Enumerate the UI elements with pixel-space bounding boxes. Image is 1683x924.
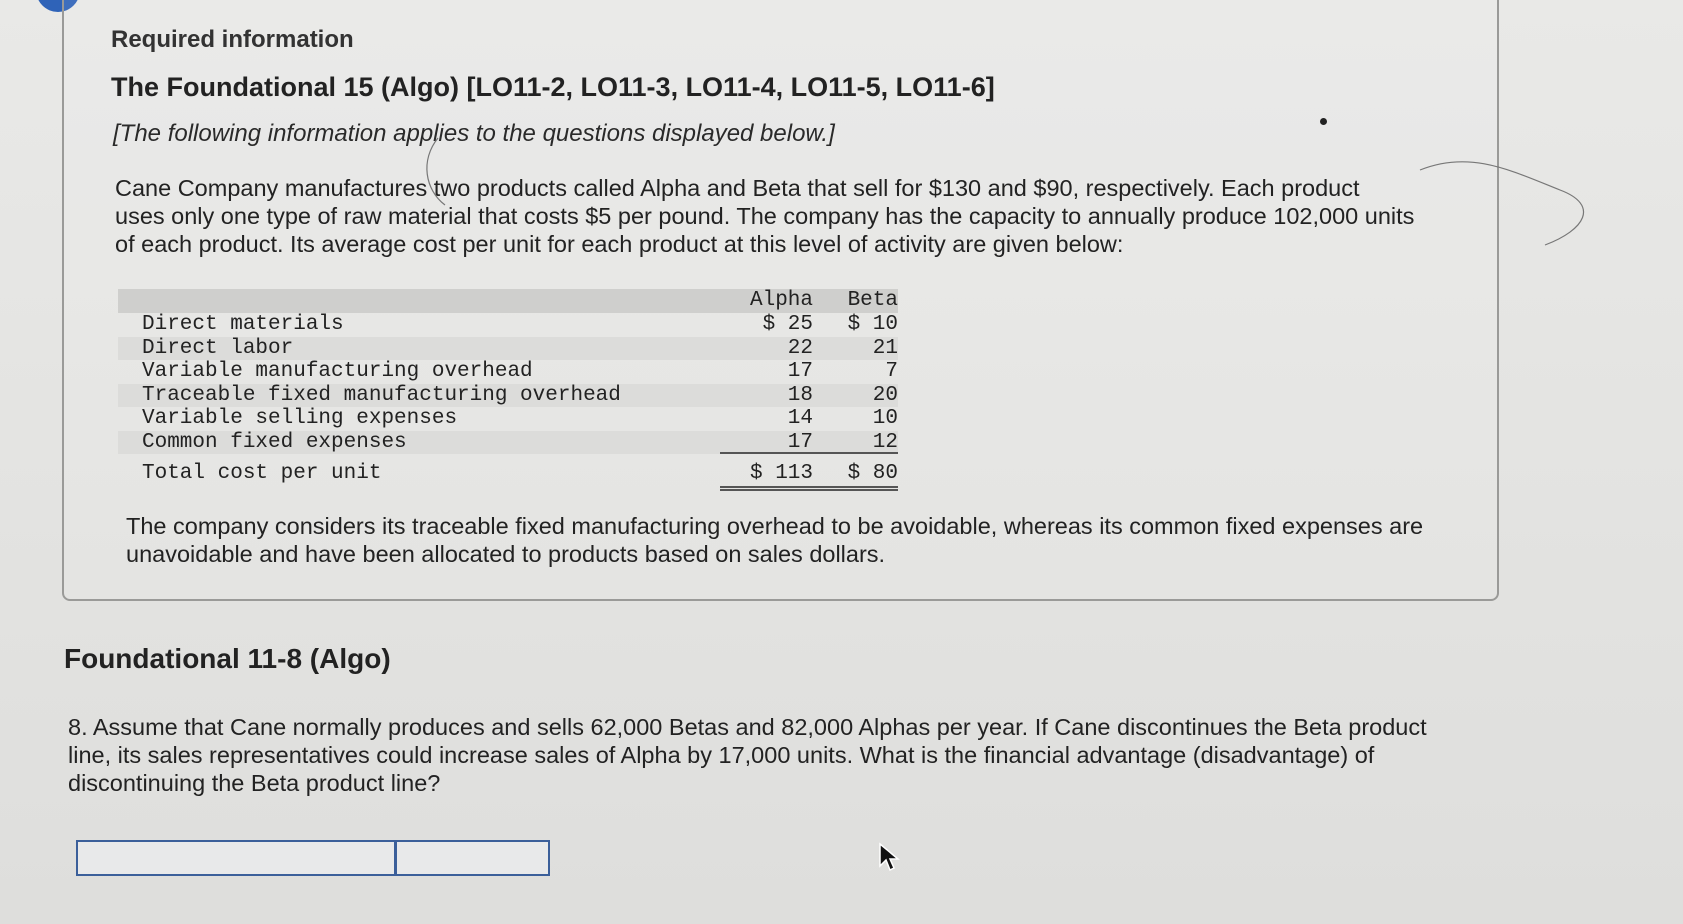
- table-row: [118, 407, 898, 431]
- cost-per-unit-table: [118, 289, 898, 491]
- alpha-value: 14: [787, 407, 813, 430]
- problem-title: The Foundational 15 (Algo) [LO11-2, LO11-3, LO11-4, LO11-5, LO11-6]: [111, 72, 995, 102]
- alpha-value: 17: [787, 430, 813, 454]
- stray-dot-mark: [1320, 118, 1327, 125]
- table-header-alpha: Alpha: [749, 289, 813, 312]
- table-row: [118, 337, 898, 361]
- row-label: Variable selling expenses: [142, 407, 458, 430]
- row-label: Direct materials: [142, 313, 344, 336]
- total-label: Total cost per unit: [142, 462, 382, 485]
- row-label: Direct labor: [142, 336, 294, 360]
- intro-paragraph: Cane Company manufactures two products called Alpha and Beta that sell for $130 and $90, respectively. Each product uses only one type of raw material that costs $5 per pound. The company has the capacity to annually produce 102,000 units of each product. Its average cost per unit for each product at this level of activity are given below:: [115, 175, 1415, 257]
- row-label: Traceable fixed manufacturing overhead: [142, 383, 621, 407]
- alpha-value: $ 25: [762, 313, 813, 336]
- question-title: Foundational 11-8 (Algo): [64, 643, 391, 674]
- alpha-value: 17: [787, 360, 813, 383]
- beta-value: $ 10: [847, 313, 898, 336]
- beta-value: 20: [872, 383, 898, 407]
- mouse-pointer-icon: [878, 842, 900, 872]
- applies-note: [The following information applies to the questions displayed below.]: [113, 120, 835, 147]
- beta-value: 10: [872, 407, 898, 430]
- required-information-label: Required information: [111, 26, 354, 53]
- alpha-total: $ 113: [749, 462, 813, 485]
- total-double-rule: [720, 489, 898, 491]
- subtotal-rule: [720, 452, 898, 454]
- beta-value: 7: [885, 360, 898, 383]
- alpha-value: 18: [787, 383, 813, 407]
- table-header-row: [118, 289, 898, 313]
- answer-row: [76, 840, 550, 876]
- beta-value: 21: [872, 336, 898, 360]
- table-header-beta: Beta: [847, 289, 898, 312]
- table-row: [118, 313, 898, 337]
- beta-value: 12: [872, 430, 898, 454]
- total-double-rule: [720, 486, 898, 488]
- beta-total: $ 80: [847, 462, 898, 485]
- table-row: [118, 384, 898, 408]
- row-label: Common fixed expenses: [142, 430, 407, 454]
- avoidable-paragraph: The company considers its traceable fixed manufacturing overhead to be avoidable, whereas its common fixed expenses are unavoidable and have been allocated to products based on sales dollars.: [126, 513, 1424, 567]
- alpha-value: 22: [787, 336, 813, 360]
- table-row: [118, 431, 898, 455]
- table-row: [118, 360, 898, 384]
- question-text: 8. Assume that Cane normally produces and sells 62,000 Betas and 82,000 Alphas per year. If Cane discontinues the Beta product line, its sales representatives could increase sales of Alpha by 17,000 units. What is the financial advantage (disadvantage) of discontinuing the Beta product line?: [68, 714, 1427, 796]
- amount-input[interactable]: [397, 842, 548, 874]
- advantage-label-dropdown[interactable]: [78, 842, 397, 874]
- row-label: Variable manufacturing overhead: [142, 360, 533, 383]
